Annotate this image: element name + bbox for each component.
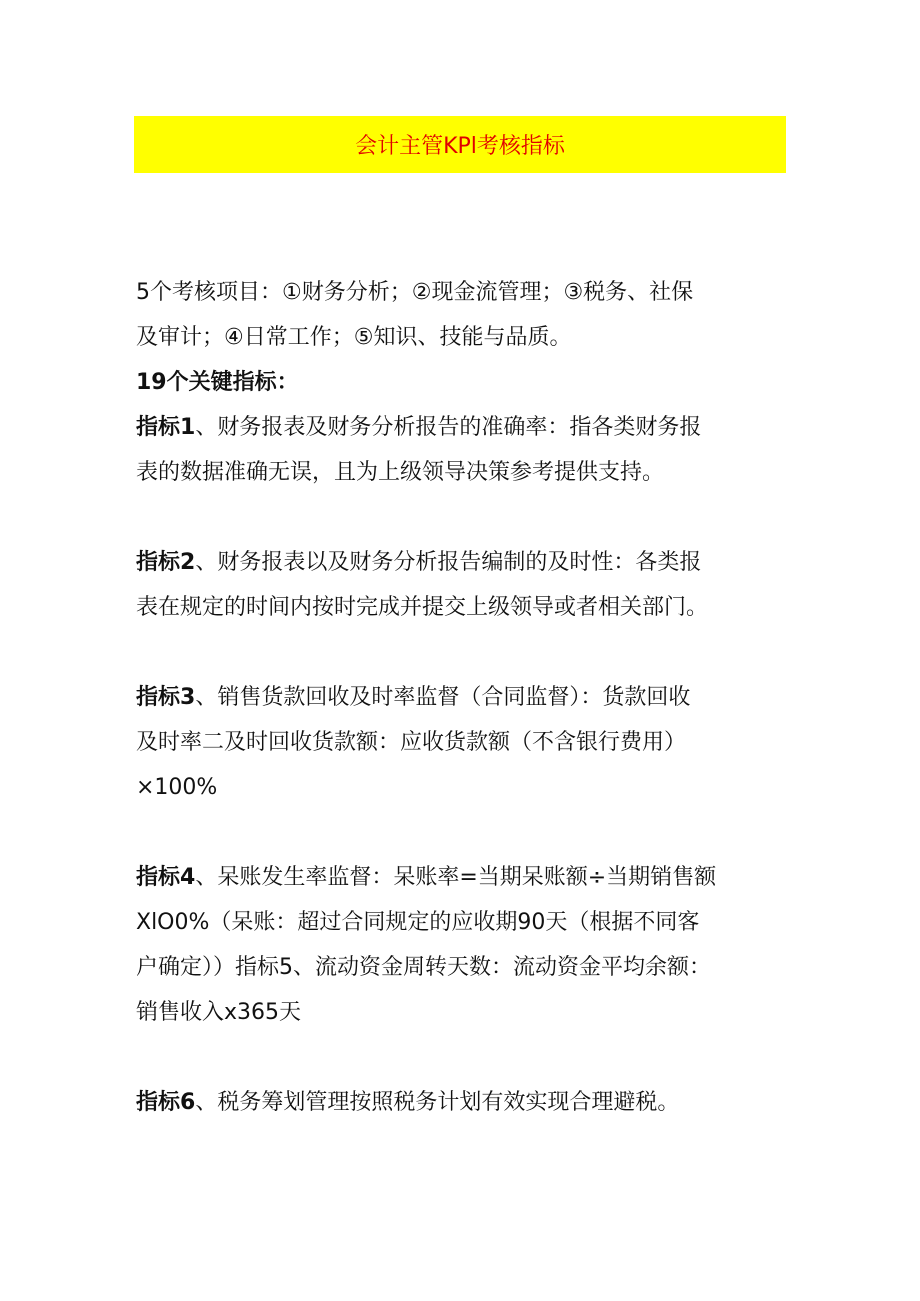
indicator-label: 指标1 bbox=[136, 415, 196, 440]
indicator-4-line: 户确定））指标5、流动资金周转天数：流动资金平均余额： bbox=[136, 955, 711, 980]
indicator-label: 指标2 bbox=[136, 550, 196, 575]
indicator-3-line bbox=[136, 675, 816, 720]
indicator-text: 、税务筹划管理按照税务计划有效实现合理避税。 bbox=[195, 1090, 680, 1115]
indicator-2-line: 表在规定的时间内按时完成并提交上级领导或者相关部门。 bbox=[136, 595, 709, 620]
intro-line: 及审计；④日常工作；⑤知识、技能与品质。 bbox=[136, 325, 572, 350]
indicator-2-line bbox=[136, 540, 816, 585]
intro-line: 5个考核项目：①财务分析；②现金流管理；③税务、社保 bbox=[136, 280, 694, 305]
indicator-label: 指标6 bbox=[136, 1090, 196, 1115]
indicator-1-line bbox=[136, 405, 816, 450]
title-banner bbox=[134, 116, 786, 173]
indicator-text: 、财务报表以及财务分析报告编制的及时性：各类报 bbox=[195, 550, 702, 575]
document-title: 会计主管KPl考核指标 bbox=[355, 134, 565, 159]
indicator-label: 指标4 bbox=[136, 865, 196, 890]
indicator-4-line: 销售收入x365天 bbox=[136, 1000, 302, 1025]
indicator-label: 指标3 bbox=[136, 685, 196, 710]
indicator-4-line: XlO0%（呆账：超过合同规定的应收期90天（根据不同客 bbox=[136, 910, 700, 935]
indicator-text: 、销售货款回收及时率监督（合同监督）：货款回收 bbox=[195, 685, 691, 710]
document-body bbox=[136, 270, 816, 1125]
paragraph-gap bbox=[136, 810, 816, 855]
paragraph-gap bbox=[136, 495, 816, 540]
indicator-3-line: ×100% bbox=[136, 775, 218, 800]
paragraph-gap bbox=[136, 630, 816, 675]
indicator-6-line bbox=[136, 1080, 816, 1125]
indicator-3-line: 及时率二及时回收货款额：应收货款额（不含银行费用） bbox=[136, 730, 687, 755]
indicators-heading: 19个关键指标： bbox=[136, 370, 299, 395]
indicator-text: 、财务报表及财务分析报告的准确率：指各类财务报 bbox=[195, 415, 702, 440]
paragraph-gap bbox=[136, 1035, 816, 1080]
indicator-1-line: 表的数据准确无误，且为上级领导决策参考提供支持。 bbox=[136, 460, 665, 485]
indicator-text: 、呆账发生率监督：呆账率=当期呆账额÷当期销售额 bbox=[195, 865, 717, 890]
indicator-4-line bbox=[136, 855, 816, 900]
